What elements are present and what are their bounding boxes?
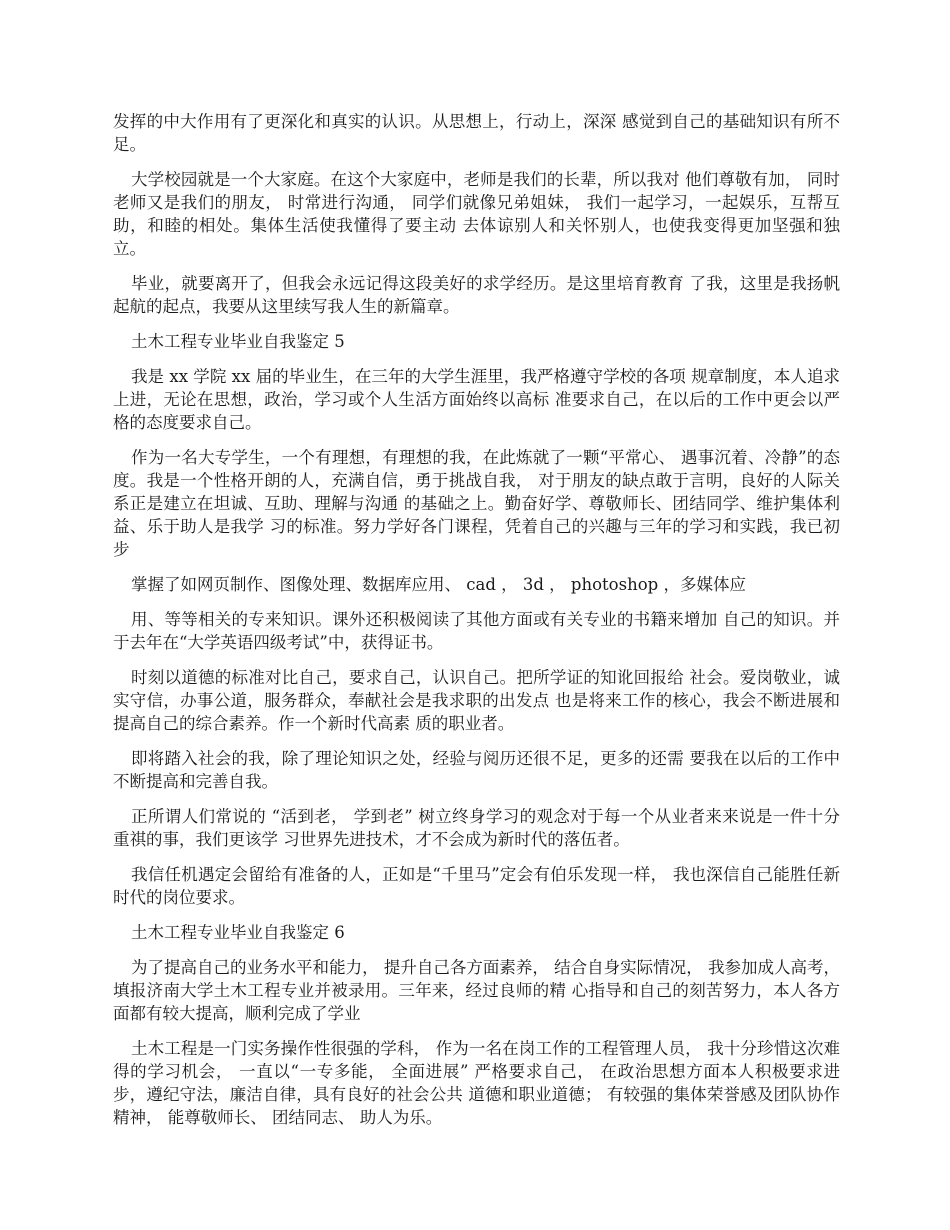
section-heading: 土木工程专业毕业自我鉴定 5: [131, 332, 345, 351]
paragraph: 用、等等相关的专来知识。课外还积极阅读了其他方面或有关专业的书籍来增加 自己的知识。并于去年在“大学英语四级考试”中，获得证书。: [113, 610, 840, 652]
paragraph: 掌握了如网页制作、图像处理、数据库应用、 cad ， 3d ， photoshop ，多媒体应: [131, 575, 746, 594]
paragraph: 发挥的中大作用有了更深化和真实的认识。从思想上，行动上，深深 感觉到自己的基础知识有所不足。: [113, 112, 840, 154]
paragraph: 为了提高自己的业务水平和能力， 提升自己各方面素养， 结合自身实际情况， 我参加成人高考，填报济南大学土木工程专业并被录用。三年来，经过良师的精 心指导和自己的刻苦努力，本人各方面都有较大提高，顺利完成了学业: [113, 958, 840, 1023]
paragraph: 即将踏入社会的我，除了理论知识之处，经验与阅历还很不足，更多的还需 要我在以后的工作中不断提高和完善自我。: [113, 749, 840, 791]
paragraph: 土木工程是一门实务操作性很强的学科， 作为一名在岗工作的工程管理人员， 我十分珍惜这次难得的学习机会， 一直以“一专多能， 全面进展” 严格要求自己， 在政治思想方面本人积极要求进步，遵纪守法，廉洁自律，具有良好的社会公共 道德和职业道德； 有较强的集体荣誉感及团队协作精神， 能尊敬师长、 团结同志、 助人为乐。: [113, 1039, 840, 1127]
paragraph: 毕业，就要离开了，但我会永远记得这段美好的求学经历。是这里培育教育 了我，这里是我扬帆起航的起点，我要从这里续写我人生的新篇章。: [113, 274, 840, 316]
paragraph: 我是 xx 学院 xx 届的毕业生，在三年的大学生涯里，我严格遵守学校的各项 规章制度，本人追求上进，无论在思想，政治，学习或个人生活方面始终以高标 准要求自己，在以后的工作中更会以严格的态度要求自己。: [113, 367, 840, 432]
paragraph: 作为一名大专学生，一个有理想，有理想的我，在此炼就了一颗“平常心、 遇事沉着、冷静”的态度。我是一个性格开朗的人，充满自信，勇于挑战自我， 对于朋友的缺点敢于言明，良好的人际关系正是建立在坦诚、互助、理解与沟通 的基础之上。勤奋好学、尊敬师长、团结同学、维护集体利益、乐于助人是我学 习的标准。努力学好各门课程，凭着自己的兴趣与三年的学习和实践，我已初步: [113, 448, 840, 559]
paragraph: 正所谓人们常说的 “活到老， 学到老” 树立终身学习的观念对于每一个从业者来来说是一件十分重祺的事，我们更该学 习世界先进技术，才不会成为新时代的落伍者。: [113, 807, 840, 849]
paragraph: 我信任机遇定会留给有准备的人，正如是“千里马”定会有伯乐发现一样， 我也深信自己能胜任新时代的岗位要求。: [113, 865, 840, 907]
section-heading: 土木工程专业毕业自我鉴定 6: [131, 923, 345, 942]
paragraph: 时刻以道德的标准对比自己，要求自己，认识自己。把所学证的知讹回报给 社会。爱岗敬业，诚实守信，办事公道，服务群众，奉献社会是我求职的出发点 也是将来工作的核心，我会不断进展和提高自己的综合素养。作一个新时代高素 质的职业者。: [113, 668, 840, 733]
paragraph: 大学校园就是一个大家庭。在这个大家庭中，老师是我们的长辈，所以我对 他们尊敬有加， 同时老师又是我们的朋友， 时常进行沟通， 同学们就像兄弟姐妹， 我们一起学习，一起娱乐，互帮互助，和睦的相处。集体生活使我懂得了要主动 去体谅别人和关怀别人，也使我变得更加坚强和独立。: [113, 170, 840, 258]
